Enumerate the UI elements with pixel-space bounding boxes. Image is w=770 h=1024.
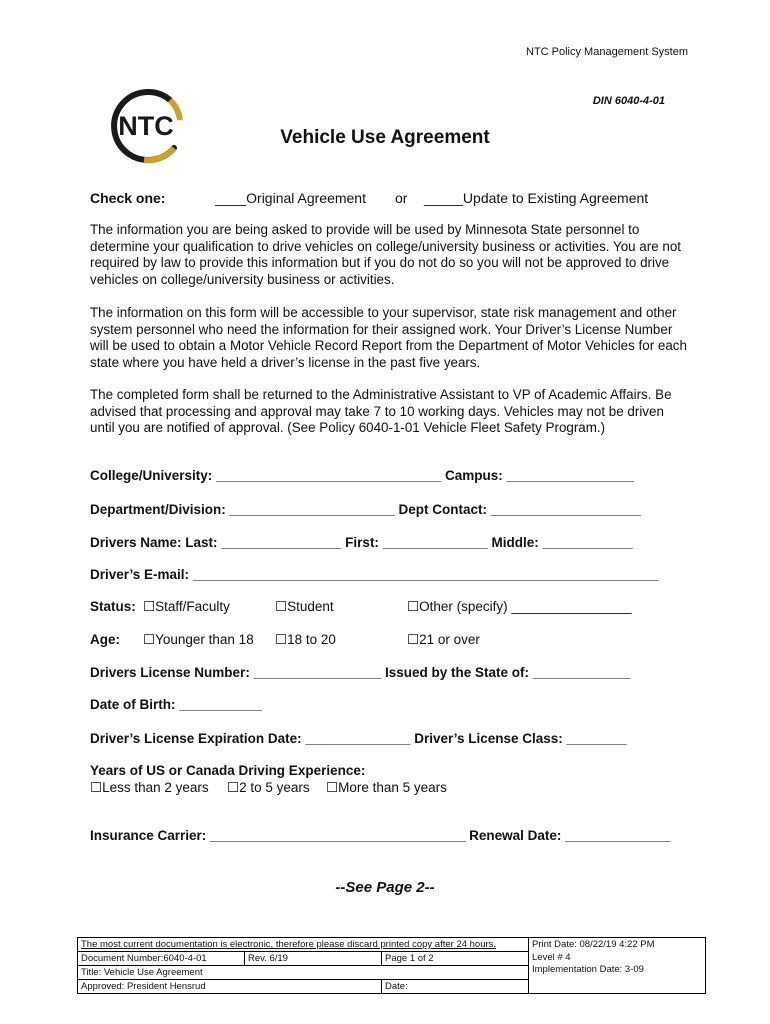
experience-2-5-checkbox[interactable]: ☐2 to 5 years: [227, 780, 310, 795]
experience-label: Years of US or Canada Driving Experience:: [90, 763, 366, 778]
status-label: Status:: [90, 599, 136, 614]
din-number: DIN 6040-4-01: [592, 95, 665, 107]
experience-over-5-checkbox[interactable]: ☐More than 5 years: [326, 780, 447, 795]
ntc-logo: [104, 84, 188, 168]
update-agreement-option[interactable]: _____Update to Existing Agreement: [424, 190, 649, 206]
drivers-name-field[interactable]: Drivers Name: Last: ________________ First: ______________ Middle: ____________: [90, 535, 633, 550]
print-date: Print Date: 08/22/19 4:22 PM: [532, 939, 655, 950]
check-one-label: Check one:: [90, 190, 166, 206]
license-number-field[interactable]: Drivers License Number: _________________ Issued by the State of: _____________: [90, 665, 631, 680]
college-campus-field[interactable]: College/University: ______________________________ Campus: _________________: [90, 468, 635, 483]
age-under-18-checkbox[interactable]: ☐Younger than 18: [143, 632, 254, 647]
page-number: Page 1 of 2: [382, 952, 529, 966]
status-staff-checkbox[interactable]: ☐Staff/Faculty: [143, 599, 230, 614]
age-label: Age:: [90, 632, 120, 647]
implementation-date: Implementation Date: 3-09: [532, 964, 644, 975]
age-21-over-checkbox[interactable]: ☐21 or over: [407, 632, 480, 647]
document-number: Document Number:6040-4-01: [78, 952, 245, 966]
see-page-2: --See Page 2--: [335, 879, 435, 896]
status-student-checkbox[interactable]: ☐Student: [275, 599, 334, 614]
paragraph-purpose: The information you are being asked to provide will be used by Minnesota State personnel to determine your qualification to drive vehicles on college/university business or activities. You are not required by law to provide this information but if you do not do so you will not be approved to drive vehicles on college/university business or activities.: [90, 222, 681, 287]
age-18-20-checkbox[interactable]: ☐18 to 20: [275, 632, 336, 647]
insurance-field[interactable]: Insurance Carrier: __________________________________ Renewal Date: ______________: [90, 828, 671, 843]
level-number: Level # 4: [532, 951, 571, 963]
logo-text: NTC: [118, 111, 174, 141]
or-text: or: [395, 190, 408, 206]
system-name: NTC Policy Management System: [526, 46, 688, 58]
footer-meta-cell: [529, 938, 706, 994]
experience-under-2-checkbox[interactable]: ☐Less than 2 years: [90, 780, 209, 795]
revision: Rev. 6/19: [245, 952, 382, 966]
footer-title: Title: Vehicle Use Agreement: [78, 966, 529, 980]
license-expiration-field[interactable]: Driver’s License Expiration Date: ______________ Driver’s License Class: ________: [90, 731, 627, 746]
department-contact-field[interactable]: Department/Division: ______________________ Dept Contact: ____________________: [90, 502, 641, 517]
date-of-birth-field[interactable]: Date of Birth: ___________: [90, 697, 262, 712]
approval-date: Date:: [382, 980, 529, 994]
approved-by: Approved: President Hensrud: [78, 980, 382, 994]
document-footer-table: [77, 937, 706, 994]
paragraph-access: The information on this form will be accessible to your supervisor, state risk management and other system personnel who need the information for their assigned work. Your Driver’s License Number will be used to obtain a Motor Vehicle Record Report from the Department of Motor Vehicles for each state where you have held a driver’s license in the past five years.: [90, 305, 687, 370]
paragraph-submission: The completed form shall be returned to the Administrative Assistant to VP of Academic Affairs. Be advised that processing and approval may take 7 to 10 working days. Vehicles may not be driven until you are notified of approval. (See Policy 6040-1-01 Vehicle Fleet Safety Program.): [90, 387, 672, 436]
footer-notice: The most current documentation is electronic, therefore please discard printed copy after 24 hours.: [78, 938, 529, 952]
email-field[interactable]: Driver’s E-mail: ______________________________________________________________: [90, 567, 659, 582]
original-agreement-option[interactable]: ____Original Agreement: [215, 190, 366, 206]
page-title: Vehicle Use Agreement: [280, 127, 490, 148]
status-other-checkbox[interactable]: ☐Other (specify) ________________: [407, 599, 632, 614]
